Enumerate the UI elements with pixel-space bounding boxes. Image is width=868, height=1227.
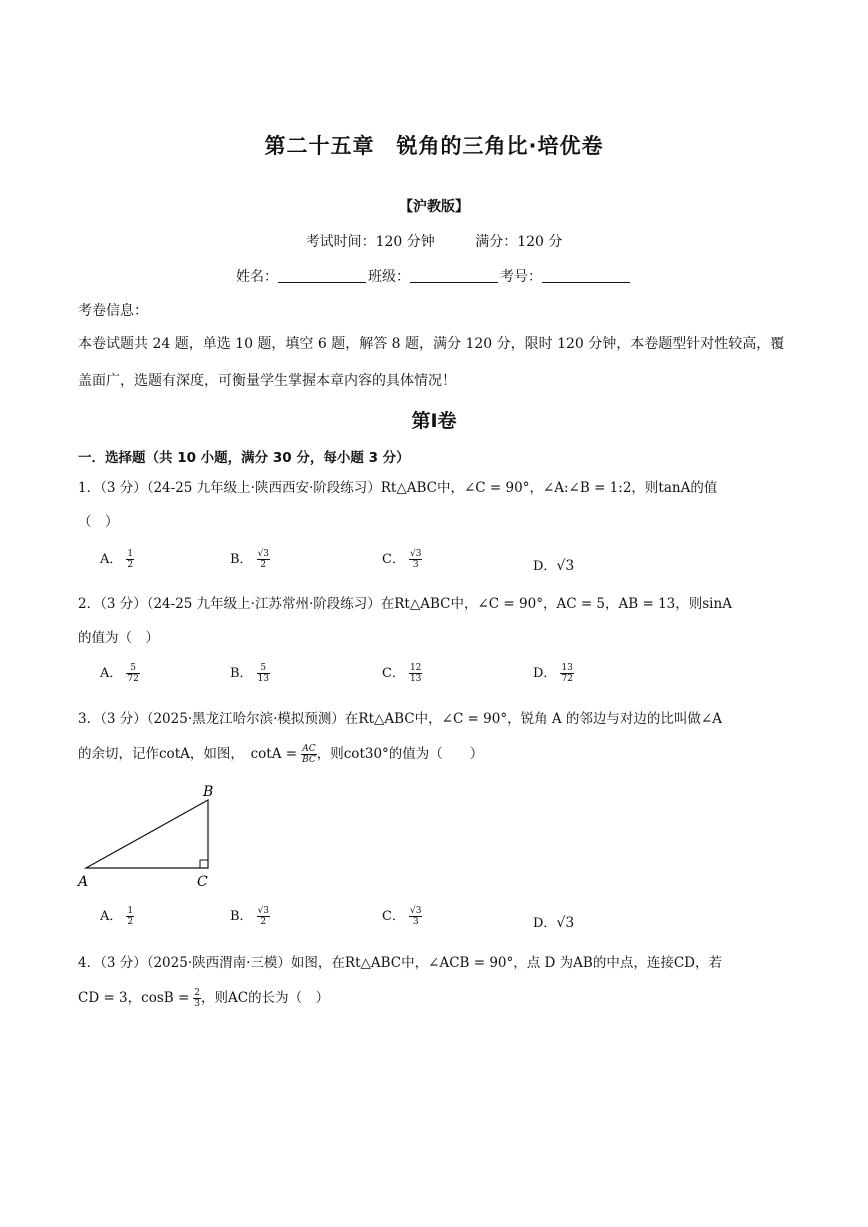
q3-option-d[interactable]: D．√3 xyxy=(533,915,575,931)
info-heading: 考卷信息： xyxy=(78,303,148,319)
q3-option-a[interactable]: A． $\frac{1}{2}$ xyxy=(100,906,134,927)
class-label: 班级： xyxy=(368,269,410,285)
triangle-figure xyxy=(72,780,232,892)
name-label: 姓名： xyxy=(236,269,278,285)
exam-time: 考试时间：120 分钟 xyxy=(305,234,435,250)
student-info-row xyxy=(0,266,868,286)
edition-label: 【沪教版】 xyxy=(399,199,469,215)
fraction: $\frac{√3}{2}$ xyxy=(257,906,270,927)
q4-line1: 4．（3 分）（2025·陕西渭南·三模）如图，在Rt△ABC中，∠ACB = 90°，点 D 为AB的中点，连接CD，若 xyxy=(78,955,722,971)
q3-option-c[interactable]: C． $\frac{√3}{3}$ xyxy=(382,906,422,927)
fraction: $\frac{5}{72}$ xyxy=(127,663,139,684)
fraction: $\frac{√3}{2}$ xyxy=(257,549,270,570)
fraction: $\frac{√3}{3}$ xyxy=(409,549,422,570)
vertex-label-b: B xyxy=(203,784,214,800)
vertex-label-c: C xyxy=(197,874,208,890)
q2-option-a[interactable]: A． $\frac{5}{72}$ xyxy=(100,663,139,684)
fraction: $\frac{√3}{3}$ xyxy=(409,906,422,927)
q2-option-c[interactable]: C． $\frac{12}{13}$ xyxy=(382,663,422,684)
vertex-label-a: A xyxy=(78,874,89,890)
fraction: $\frac{1}{2}$ xyxy=(127,906,134,927)
volume-title: 第Ⅰ卷 xyxy=(411,410,457,432)
full-score: 满分：120 分 xyxy=(475,234,563,250)
number-blank[interactable] xyxy=(542,268,630,283)
q1-option-a[interactable]: A． $\frac{1}{2}$ xyxy=(100,549,134,570)
q1-line2: （ ） xyxy=(78,514,119,530)
fraction: $\frac{2}{3}$ xyxy=(194,988,201,1009)
fraction: $\frac{AC}{BC}$ xyxy=(302,744,316,765)
number-label: 考号： xyxy=(500,269,542,285)
q1-option-d[interactable]: D．√3 xyxy=(533,558,575,574)
document-title: 第二十五章 锐角的三角比·培优卷 xyxy=(264,134,604,158)
q2-option-d[interactable]: D． $\frac{13}{72}$ xyxy=(533,663,573,684)
class-blank[interactable] xyxy=(410,268,498,283)
fraction: $\frac{13}{72}$ xyxy=(561,663,573,684)
q2-option-b[interactable]: B． $\frac{5}{13}$ xyxy=(230,663,270,684)
q1-option-c[interactable]: C． $\frac{√3}{3}$ xyxy=(382,549,422,570)
q3-line2: 的余切，记作cotA，如图， cotA = $\frac{AC}{BC}$ ，则cot30°的值为（ ） xyxy=(78,744,484,765)
exam-info xyxy=(0,231,868,251)
right-angle-marker xyxy=(200,860,208,868)
q3-option-b[interactable]: B． $\frac{√3}{2}$ xyxy=(230,906,270,927)
triangle-abc xyxy=(86,800,208,868)
fraction: $\frac{1}{2}$ xyxy=(127,549,134,570)
q2-line2: 的值为（ ） xyxy=(78,630,159,646)
fraction: $\frac{5}{13}$ xyxy=(257,663,270,684)
name-blank[interactable] xyxy=(278,268,366,283)
q1-line1: 1．（3 分）（24-25 九年级上·陕西西安·阶段练习）Rt△ABC中，∠C = 90°，∠A:∠B = 1:2，则tanA的值 xyxy=(78,480,718,496)
q2-line1: 2．（3 分）（24-25 九年级上·江苏常州·阶段练习）在Rt△ABC中，∠C = 90°，AC = 5，AB = 13，则sinA xyxy=(78,596,732,612)
q3-line1: 3．（3 分）（2025·黑龙江哈尔滨·模拟预测）在Rt△ABC中，∠C = 90°，锐角 A 的邻边与对边的比叫做∠A xyxy=(78,711,722,727)
q1-option-b[interactable]: B． $\frac{√3}{2}$ xyxy=(230,549,270,570)
info-text: 本卷试题共 24 题，单选 10 题，填空 6 题，解答 8 题，满分 120 分，限时 120 分钟，本卷题型针对性较高，覆盖面广，选题有深度，可衡量学生掌握本章内容的具体情况！ xyxy=(78,336,785,389)
fraction: $\frac{12}{13}$ xyxy=(409,663,422,684)
q4-line2: CD = 3，cosB = $\frac{2}{3}$ ，则AC的长为（ ） xyxy=(78,988,330,1009)
section-heading: 一．选择题（共 10 小题，满分 30 分，每小题 3 分） xyxy=(78,450,410,466)
